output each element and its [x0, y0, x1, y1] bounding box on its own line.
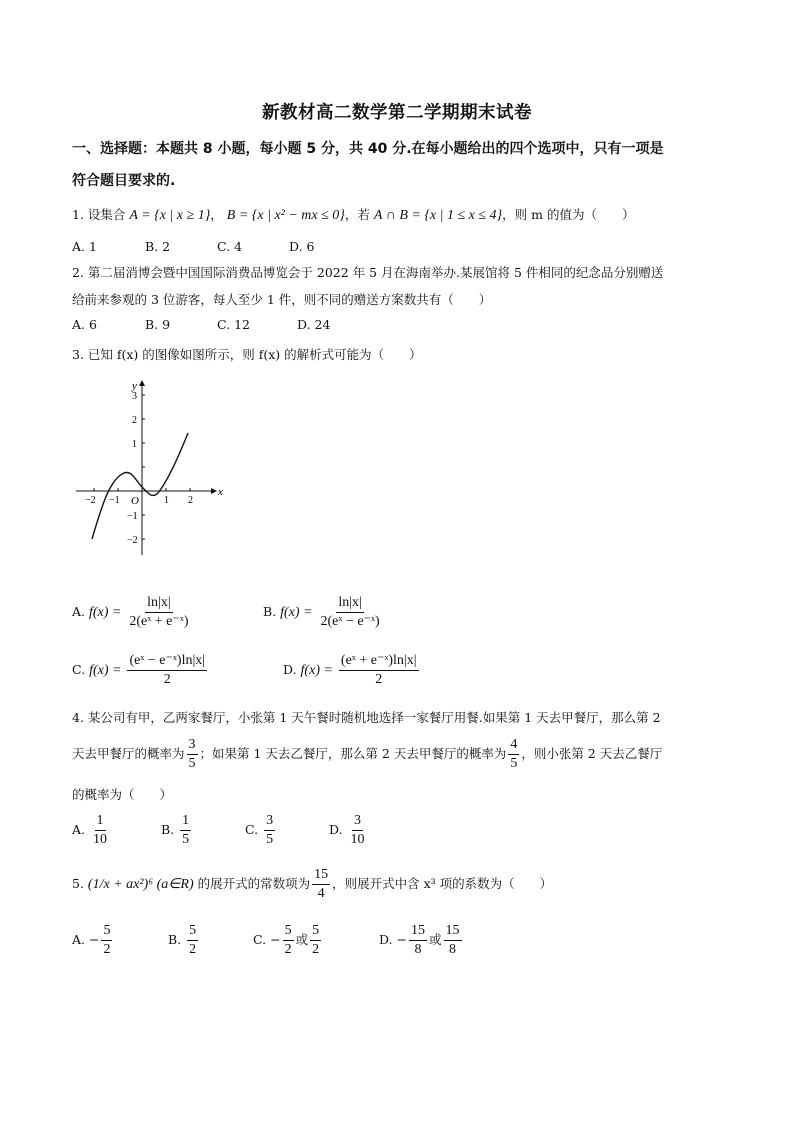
- fraction: $\frac{3}{5}$: [266, 813, 274, 847]
- q1-option-b: B. 2: [145, 239, 171, 254]
- q4-line2: 天去甲餐厅的概率为 $\frac{3}{5}$ ；如果第 1 天去乙餐厅，那么第 2 天去甲餐厅的概率为 $\frac{4}{5}$ ，则小张第 2 天去乙餐厅: [72, 737, 663, 771]
- y-tick-label: 3: [132, 391, 137, 402]
- q4-option-b: B. $\frac{1}{5}$: [161, 813, 190, 847]
- option-expr: f(x) =: [89, 663, 122, 678]
- q2-line2: 给前来参观的 3 位游客，每人至少 1 件，则不同的赠送方案数共有（ ）: [72, 292, 492, 307]
- q4-option-d: D. $\frac{3}{10}$: [329, 813, 365, 847]
- q2-option-a: A. 6: [72, 317, 97, 332]
- option-fraction: $\frac{\ln|x|}{\text{2(eˣ + e⁻ˣ)}}$: [129, 595, 189, 629]
- q2-option-d: D. 24: [297, 317, 331, 332]
- fraction: $\frac{15}{8}$: [445, 923, 460, 957]
- x-axis-label: x: [218, 486, 223, 498]
- fraction: $\frac{5}{2}$: [284, 923, 292, 957]
- y-tick-label: 1: [132, 439, 137, 450]
- q3-option-c: [72, 652, 209, 689]
- option-expr: f(x) =: [89, 605, 122, 620]
- q3-option-d: [283, 652, 421, 689]
- function-curve: [92, 433, 188, 539]
- fraction: $\frac{5}{2}$: [189, 923, 197, 957]
- fraction: $\frac{1}{5}$: [182, 813, 190, 847]
- q5-option-a: A. − $\frac{5}{2}$: [72, 923, 111, 957]
- q5-expression: (1/x + ax²)⁶ (a∈R): [87, 877, 194, 892]
- q1-suffix: ，则 m 的值为（ ）: [502, 207, 635, 222]
- q2-line1: 2. 第二届消博会暨中国国际消费品博览会于 2022 年 5 月在海南举办.某展馆将 5 件相同的纪念品分别赠送: [72, 265, 664, 280]
- q1-mid: ，若: [344, 207, 370, 222]
- q1-option-c: C. 4: [217, 239, 243, 254]
- y-axis-label: y: [132, 380, 137, 392]
- fraction: $\frac{1}{10}$: [93, 813, 107, 847]
- origin-label: O: [131, 495, 139, 507]
- page-title: 新教材高二数学第二学期期末试卷: [262, 103, 532, 123]
- q1-option-a: A. 1: [72, 239, 97, 254]
- q1-condition: A ∩ B = {x | 1 ≤ x ≤ 4}: [373, 208, 503, 223]
- q2-option-b: B. 9: [145, 317, 171, 332]
- option-expr: f(x) =: [300, 663, 333, 678]
- q3-option-b: [263, 594, 384, 631]
- fraction: $\frac{5}{2}$: [103, 923, 111, 957]
- fraction: $\frac{15}{4}$: [314, 867, 329, 901]
- fraction: $\frac{4}{5}$: [510, 737, 518, 771]
- q5-option-c: C. − $\frac{5}{2}$ 或 $\frac{5}{2}$: [253, 923, 320, 957]
- y-tick-label: 2: [132, 415, 137, 426]
- y-tick-label: −2: [127, 535, 138, 546]
- x-tick-label: −2: [85, 495, 96, 506]
- q1-option-d: D. 6: [289, 239, 315, 254]
- q1-prefix: 1. 设集合: [72, 207, 126, 222]
- fraction: $\frac{15}{8}$: [411, 923, 426, 957]
- question-5: 5. (1/x + ax²)⁶ (a∈R) 的展开式的常数项为 $\frac{15}{4}$ ，则展开式中含 x³ 项的系数为（ ）: [72, 867, 553, 901]
- fraction: $\frac{3}{5}$: [188, 737, 196, 771]
- fraction: $\frac{5}{2}$: [312, 923, 320, 957]
- q4-line3: 的概率为（ ）: [72, 787, 173, 802]
- x-tick-label: −1: [109, 495, 120, 506]
- q5-option-b: B. $\frac{5}{2}$: [168, 923, 197, 957]
- x-tick-label: 2: [188, 495, 193, 506]
- option-label: B.: [263, 604, 277, 619]
- option-label: C.: [72, 662, 86, 677]
- q4-option-a: A. $\frac{1}{10}$: [72, 813, 107, 847]
- q2-option-c: C. 12: [217, 317, 250, 332]
- option-label: A.: [72, 604, 86, 619]
- y-tick-label: −1: [127, 511, 138, 522]
- option-fraction: $\frac{\ln|x|}{\text{2(eˣ − e⁻ˣ)}}$: [320, 595, 380, 629]
- question-1: 1. 设集合 A = {x | x ≥ 1}， B = {x | x² − mx ≤ 0}，若 A ∩ B = {x | 1 ≤ x ≤ 4}，则 m 的值为（ ）: [72, 207, 635, 223]
- option-fraction: $\frac{\text{(eˣ + e⁻ˣ)ln|x|}}{2}$: [340, 653, 417, 687]
- q4-option-c: C. $\frac{3}{5}$: [245, 813, 274, 847]
- q3-line1: 3. 已知 f(x) 的图像如图所示，则 f(x) 的解析式可能为（ ）: [72, 347, 422, 362]
- q1-set-a: A = {x | x ≥ 1}: [129, 208, 211, 223]
- x-tick-label: 1: [164, 495, 169, 506]
- q3-option-a: [72, 594, 193, 631]
- q5-option-d: D. − $\frac{15}{8}$ 或 $\frac{15}{8}$: [379, 923, 460, 957]
- option-fraction: $\frac{\text{(eˣ − e⁻ˣ)ln|x|}}{2}$: [129, 653, 206, 687]
- section-heading-line2: 符合题目要求的.: [72, 173, 176, 189]
- function-graph: [70, 375, 230, 560]
- section-heading-line1: 一、选择题：本题共 8 小题，每小题 5 分，共 40 分.在每小题给出的四个选项中，只有一项是: [72, 141, 664, 157]
- fraction: $\frac{3}{10}$: [350, 813, 365, 847]
- option-label: D.: [283, 662, 297, 677]
- option-expr: f(x) =: [280, 605, 313, 620]
- q4-line1: 4. 某公司有甲，乙两家餐厅，小张第 1 天午餐时随机地选择一家餐厅用餐.如果第 1 天去甲餐厅，那么第 2: [72, 710, 661, 725]
- q1-set-b: B = {x | x² − mx ≤ 0}: [226, 208, 345, 223]
